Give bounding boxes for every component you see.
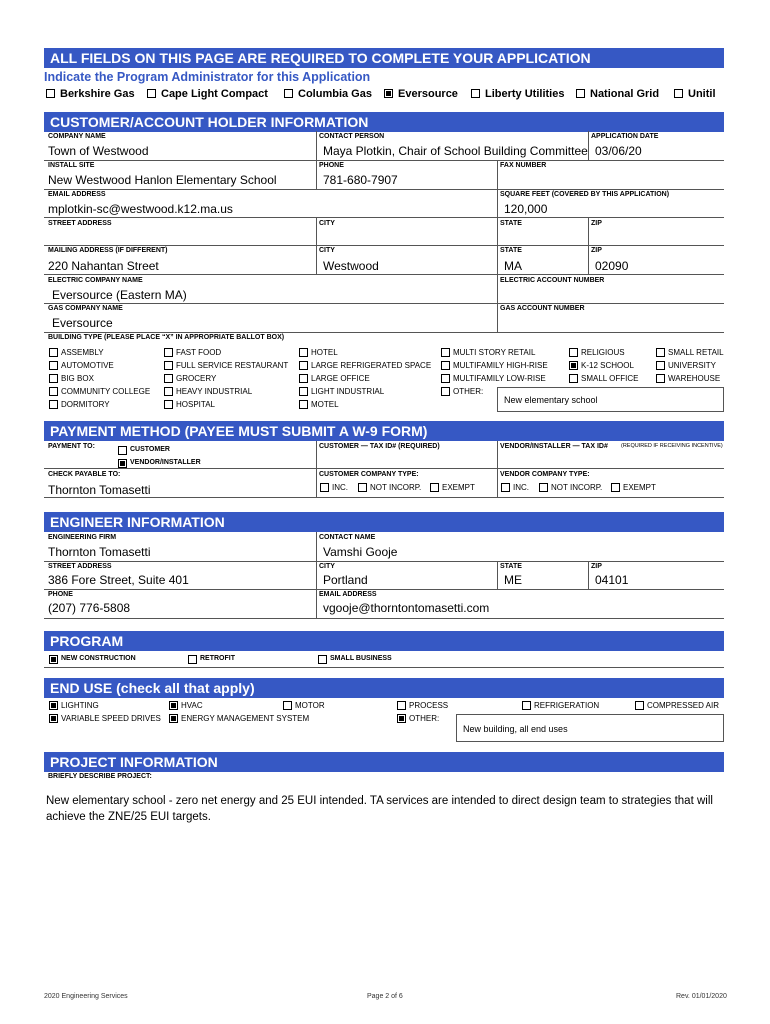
vendor-type-not-incorp-label: NOT INCORP. — [551, 483, 603, 492]
divider — [316, 532, 317, 561]
customer-type-exempt-checkbox[interactable] — [430, 483, 439, 492]
end-use-vsd-checkbox[interactable] — [49, 714, 58, 723]
project-section-title: PROJECT INFORMATION — [50, 754, 218, 770]
payment-customer-checkbox[interactable] — [118, 446, 127, 455]
building-warehouse-label: WAREHOUSE — [668, 374, 721, 383]
building-large-refrigerated-label: LARGE REFRIGERATED SPACE — [311, 361, 432, 370]
end-use-process-checkbox[interactable] — [397, 701, 406, 710]
admin-cape-light-compact[interactable]: Cape Light Compact — [147, 88, 268, 100]
building-hotel-checkbox[interactable] — [299, 348, 308, 357]
building-religious-checkbox[interactable] — [569, 348, 578, 357]
company-name-field[interactable]: Town of Westwood — [48, 144, 149, 158]
engineer-zip-field[interactable]: 04101 — [595, 573, 629, 587]
customer-company-type-label: CUSTOMER COMPANY TYPE: — [319, 471, 419, 478]
vendor-type-exempt-checkbox[interactable] — [611, 483, 620, 492]
admin-checkbox[interactable] — [46, 89, 55, 98]
customer-section-bar — [44, 112, 724, 132]
end-use-ems-label: ENERGY MANAGEMENT SYSTEM — [181, 714, 310, 723]
footer-revision: Rev. 01/01/2020 — [676, 993, 727, 1000]
building-small-office-label: SMALL OFFICE — [581, 374, 639, 383]
phone-field[interactable]: 781-680-7907 — [323, 173, 398, 187]
header-title-bar — [44, 48, 724, 68]
divider — [44, 274, 724, 275]
program-section-title: PROGRAM — [50, 633, 124, 649]
payment-to-label: PAYMENT TO: — [48, 443, 95, 450]
divider — [44, 468, 724, 469]
header-title: ALL FIELDS ON THIS PAGE ARE REQUIRED TO COMPLETE YOUR APPLICATION — [50, 50, 591, 66]
mailing-city-label: CITY — [319, 247, 335, 254]
end-use-section-title: END USE (check all that apply) — [50, 680, 255, 696]
divider — [44, 217, 724, 218]
gas-company-field[interactable]: Eversource — [52, 316, 113, 330]
company-name-label: COMPANY NAME — [48, 133, 106, 140]
building-assembly-checkbox[interactable] — [49, 348, 58, 357]
email-field[interactable]: mplotkin-sc@westwood.k12.ma.us — [48, 202, 233, 216]
divider — [316, 561, 317, 589]
divider — [44, 245, 724, 246]
program-retrofit-label: RETROFIT — [200, 655, 235, 662]
end-use-lighting-checkbox[interactable] — [49, 701, 58, 710]
building-dormitory-checkbox[interactable] — [49, 400, 58, 409]
customer-tax-id-label: CUSTOMER — TAX ID# (REQUIRED) — [319, 443, 440, 450]
building-automotive-label: AUTOMOTIVE — [61, 361, 114, 370]
admin-checkbox-checked[interactable] — [384, 89, 393, 98]
payment-section-title: PAYMENT METHOD (PAYEE MUST SUBMIT A W-9 FORM) — [50, 423, 428, 439]
end-use-lighting-label: LIGHTING — [61, 701, 99, 710]
building-other-checkbox[interactable] — [441, 387, 450, 396]
divider — [316, 468, 317, 497]
electric-company-label: ELECTRIC COMPANY NAME — [48, 277, 143, 284]
building-k12-school-checkbox[interactable] — [569, 361, 578, 370]
customer-type-not-incorp-label: NOT INCORP. — [370, 483, 422, 492]
vendor-company-type-label: VENDOR COMPANY TYPE: — [500, 471, 590, 478]
building-light-industrial-checkbox[interactable] — [299, 387, 308, 396]
divider — [44, 160, 724, 161]
mailing-address-field[interactable]: 220 Nahantan Street — [48, 259, 159, 273]
admin-checkbox[interactable] — [147, 89, 156, 98]
admin-liberty-utilities[interactable]: Liberty Utilities — [471, 88, 564, 100]
footer-left: 2020 Engineering Services — [44, 993, 128, 1000]
engineer-phone-label: PHONE — [48, 591, 73, 598]
building-large-refrigerated-checkbox[interactable] — [299, 361, 308, 370]
divider — [497, 160, 498, 189]
header-subtitle: Indicate the Program Administrator for this Application — [44, 70, 371, 84]
engineer-contact-label: CONTACT NAME — [319, 534, 376, 541]
end-use-ems-checkbox[interactable] — [169, 714, 178, 723]
contact-person-field[interactable]: Maya Plotkin, Chair of School Building Committee — [323, 144, 588, 158]
end-use-other-label: OTHER: — [409, 714, 440, 723]
building-heavy-industrial-checkbox[interactable] — [164, 387, 173, 396]
divider — [44, 303, 724, 304]
divider — [588, 217, 589, 245]
mailing-zip-field[interactable]: 02090 — [595, 259, 629, 273]
mailing-city-field[interactable]: Westwood — [323, 259, 379, 273]
project-description-field[interactable]: New elementary school - zero net energy and 25 EUI intended. TA services are intended to direct design team to strategies that will achieve the ZNE/25 EUI targets. — [46, 795, 713, 823]
building-assembly-label: ASSEMBLY — [61, 348, 104, 357]
building-small-retail-label: SMALL RETAIL — [668, 348, 724, 357]
engineer-email-field[interactable]: vgooje@thorntontomasetti.com — [323, 601, 490, 615]
building-motel-label: MOTEL — [311, 400, 339, 409]
mailing-address-label: MAILING ADDRESS (IF DIFFERENT) — [48, 247, 168, 254]
mailing-zip-label: ZIP — [591, 247, 602, 254]
end-use-compressed-air-label: COMPRESSED AIR — [647, 701, 720, 710]
customer-section-title: CUSTOMER/ACCOUNT HOLDER INFORMATION — [50, 114, 369, 130]
building-large-office-checkbox[interactable] — [299, 374, 308, 383]
customer-type-inc-label: INC. — [332, 483, 348, 492]
building-university-label: UNIVERSITY — [668, 361, 717, 370]
building-small-office-checkbox[interactable] — [569, 374, 578, 383]
building-light-industrial-label: LIGHT INDUSTRIAL — [311, 387, 385, 396]
end-use-other-checkbox[interactable] — [397, 714, 406, 723]
end-use-compressed-air-checkbox[interactable] — [635, 701, 644, 710]
footer-page-number: Page 2 of 6 — [367, 993, 403, 1000]
engineering-firm-field[interactable]: Thornton Tomasetti — [48, 545, 151, 559]
check-payable-field[interactable]: Thornton Tomasetti — [48, 483, 151, 497]
divider — [316, 441, 317, 468]
vendor-tax-id-label: VENDOR/INSTALLER — TAX ID# — [500, 443, 608, 450]
building-dormitory-label: DORMITORY — [61, 400, 110, 409]
building-motel-checkbox[interactable] — [299, 400, 308, 409]
building-automotive-checkbox[interactable] — [49, 361, 58, 370]
install-site-field[interactable]: New Westwood Hanlon Elementary School — [48, 173, 277, 187]
building-warehouse-checkbox[interactable] — [656, 374, 665, 383]
electric-account-label: ELECTRIC ACCOUNT NUMBER — [500, 277, 605, 284]
engineer-zip-label: ZIP — [591, 563, 602, 570]
admin-checkbox[interactable] — [284, 89, 293, 98]
divider — [497, 468, 498, 497]
divider — [588, 561, 589, 589]
customer-type-not-incorp-checkbox[interactable] — [358, 483, 367, 492]
program-new-construction-checkbox[interactable] — [49, 655, 58, 664]
building-multi-story-retail-label: MULTI STORY RETAIL — [453, 348, 536, 357]
divider — [497, 217, 498, 245]
building-multifamily-high-rise-label: MULTIFAMILY HIGH-RISE — [453, 361, 548, 370]
engineer-contact-field[interactable]: Vamshi Gooje — [323, 545, 398, 559]
engineer-street-field[interactable]: 386 Fore Street, Suite 401 — [48, 573, 189, 587]
building-university-checkbox[interactable] — [656, 361, 665, 370]
engineer-city-label: CITY — [319, 563, 335, 570]
divider — [44, 589, 724, 590]
engineer-street-label: STREET ADDRESS — [48, 563, 112, 570]
divider — [497, 245, 498, 274]
install-site-label: INSTALL SITE — [48, 162, 95, 169]
end-use-motor-checkbox[interactable] — [283, 701, 292, 710]
fax-label: FAX NUMBER — [500, 162, 547, 169]
engineer-city-field[interactable]: Portland — [323, 573, 368, 587]
gas-account-label: GAS ACCOUNT NUMBER — [500, 305, 585, 312]
divider — [497, 274, 498, 303]
building-hotel-label: HOTEL — [311, 348, 338, 357]
end-use-hvac-checkbox[interactable] — [169, 701, 178, 710]
admin-berkshire-gas[interactable]: Berkshire Gas — [46, 88, 135, 100]
project-section-bar — [44, 752, 724, 772]
building-other-input[interactable]: New elementary school — [497, 387, 724, 412]
payment-vendor-label: VENDOR/INSTALLER — [130, 459, 201, 466]
end-use-section-bar — [44, 678, 724, 698]
building-community-college-checkbox[interactable] — [49, 387, 58, 396]
mailing-state-field[interactable]: MA — [504, 259, 522, 273]
building-type-label: BUILDING TYPE (PLEASE PLACE “X” IN APPROPRIATE BALLOT BOX) — [48, 334, 285, 341]
email-label: EMAIL ADDRESS — [48, 191, 106, 198]
building-religious-label: RELIGIOUS — [581, 348, 625, 357]
city-label: CITY — [319, 220, 335, 227]
application-date-label: APPLICATION DATE — [591, 133, 659, 140]
admin-columbia-gas[interactable]: Columbia Gas — [284, 88, 372, 100]
divider — [44, 497, 724, 498]
engineering-firm-label: ENGINEERING FIRM — [48, 534, 117, 541]
divider — [497, 561, 498, 589]
divider — [497, 303, 498, 332]
engineer-phone-field[interactable]: (207) 776-5808 — [48, 601, 131, 615]
end-use-process-label: PROCESS — [409, 701, 449, 710]
gas-company-label: GAS COMPANY NAME — [48, 305, 123, 312]
building-small-retail-checkbox[interactable] — [656, 348, 665, 357]
admin-checkbox[interactable] — [576, 89, 585, 98]
admin-checkbox[interactable] — [471, 89, 480, 98]
building-big-box-checkbox[interactable] — [49, 374, 58, 383]
sqft-label: SQUARE FEET (COVERED BY THIS APPLICATION) — [500, 191, 670, 198]
divider — [497, 441, 498, 468]
program-section-bar — [44, 631, 724, 651]
building-multi-story-retail-checkbox[interactable] — [441, 348, 450, 357]
building-full-service-restaurant-checkbox[interactable] — [164, 361, 173, 370]
program-small-business-label: SMALL BUSINESS — [330, 655, 392, 662]
street-address-label: STREET ADDRESS — [48, 220, 112, 227]
divider — [44, 618, 724, 619]
building-full-service-restaurant-label: FULL SERVICE RESTAURANT — [176, 361, 289, 370]
payment-vendor-checkbox[interactable] — [118, 459, 127, 468]
engineer-section-bar — [44, 512, 724, 532]
engineer-email-label: EMAIL ADDRESS — [319, 591, 377, 598]
building-multifamily-low-rise-label: MULTIFAMILY LOW-RISE — [453, 374, 546, 383]
building-community-college-label: COMMUNITY COLLEGE — [61, 387, 151, 396]
end-use-vsd-label: VARIABLE SPEED DRIVES — [61, 714, 161, 723]
state-label: STATE — [500, 220, 522, 227]
check-payable-label: CHECK PAYABLE TO: — [48, 471, 121, 478]
divider — [588, 131, 589, 160]
building-big-box-label: BIG BOX — [61, 374, 94, 383]
vendor-type-not-incorp-checkbox[interactable] — [539, 483, 548, 492]
building-multifamily-low-rise-checkbox[interactable] — [441, 374, 450, 383]
building-hospital-checkbox[interactable] — [164, 400, 173, 409]
customer-type-inc-checkbox[interactable] — [320, 483, 329, 492]
sqft-field[interactable]: 120,000 — [504, 202, 548, 216]
divider — [44, 189, 724, 190]
payment-customer-label: CUSTOMER — [130, 446, 170, 453]
engineer-state-field[interactable]: ME — [504, 573, 522, 587]
divider — [316, 131, 317, 160]
contact-person-label: CONTACT PERSON — [319, 133, 385, 140]
zip-label: ZIP — [591, 220, 602, 227]
customer-type-exempt-label: EXEMPT — [442, 483, 475, 492]
mailing-state-label: STATE — [500, 247, 522, 254]
building-fast-food-checkbox[interactable] — [164, 348, 173, 357]
electric-company-field[interactable]: Eversource (Eastern MA) — [52, 288, 187, 302]
end-use-motor-label: MOTOR — [295, 701, 325, 710]
divider — [44, 332, 724, 333]
building-fast-food-label: FAST FOOD — [176, 348, 222, 357]
divider — [316, 589, 317, 618]
end-use-refrigeration-checkbox[interactable] — [522, 701, 531, 710]
vendor-type-inc-label: INC. — [513, 483, 529, 492]
building-large-office-label: LARGE OFFICE — [311, 374, 370, 383]
admin-eversource[interactable]: Eversource — [384, 88, 458, 100]
divider — [44, 561, 724, 562]
admin-unitil[interactable]: Unitil — [674, 88, 716, 100]
vendor-type-inc-checkbox[interactable] — [501, 483, 510, 492]
building-grocery-label: GROCERY — [176, 374, 217, 383]
vendor-tax-id-note: (REQUIRED IF RECEIVING INCENTIVE) — [621, 443, 723, 449]
divider — [588, 245, 589, 274]
building-k12-school-label: K-12 SCHOOL — [581, 361, 634, 370]
describe-project-label: BRIEFLY DESCRIBE PROJECT: — [48, 773, 152, 780]
engineer-section-title: ENGINEER INFORMATION — [50, 514, 225, 530]
end-use-refrigeration-label: REFRIGERATION — [534, 701, 600, 710]
divider — [316, 245, 317, 274]
program-small-business-checkbox[interactable] — [318, 655, 327, 664]
building-hospital-label: HOSPITAL — [176, 400, 215, 409]
admin-national-grid[interactable]: National Grid — [576, 88, 659, 100]
vendor-type-exempt-label: EXEMPT — [623, 483, 656, 492]
engineer-state-label: STATE — [500, 563, 522, 570]
divider — [44, 667, 724, 668]
program-new-construction-label: NEW CONSTRUCTION — [61, 655, 136, 662]
building-other-label: OTHER: — [453, 387, 484, 396]
end-use-hvac-label: HVAC — [181, 701, 203, 710]
program-retrofit-checkbox[interactable] — [188, 655, 197, 664]
building-heavy-industrial-label: HEAVY INDUSTRIAL — [176, 387, 253, 396]
divider — [316, 217, 317, 245]
end-use-other-input[interactable]: New building, all end uses — [456, 714, 724, 742]
divider — [316, 160, 317, 189]
payment-section-bar — [44, 421, 724, 441]
divider — [497, 189, 498, 217]
application-date-field[interactable]: 03/06/20 — [595, 144, 642, 158]
admin-checkbox[interactable] — [674, 89, 683, 98]
phone-label: PHONE — [319, 162, 344, 169]
building-grocery-checkbox[interactable] — [164, 374, 173, 383]
building-multifamily-high-rise-checkbox[interactable] — [441, 361, 450, 370]
